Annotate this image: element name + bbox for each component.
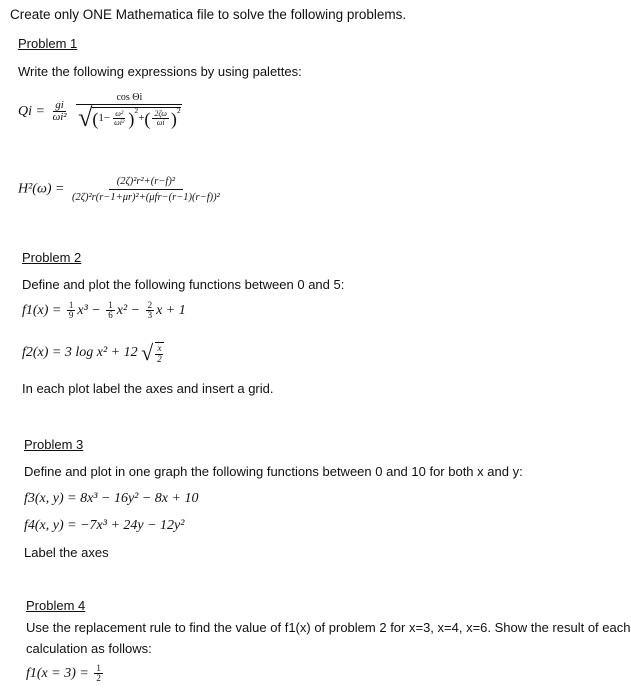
problem3-instruction: Define and plot in one graph the following functions between 0 and 10 for both x and y: — [24, 464, 523, 479]
q-main-fraction — [76, 93, 183, 131]
f2-root-fraction — [155, 342, 164, 364]
example-fraction — [94, 664, 103, 684]
q-cos: cos Θi — [76, 93, 182, 105]
problem2-title: Problem 2 — [22, 250, 82, 265]
q-wi2: ωi² — [114, 118, 125, 128]
q-w-ratio — [112, 110, 126, 128]
sqrt-symbol-icon: √ — [78, 102, 93, 132]
problem2-instruction: Define and plot the following functions between 0 and 5: — [22, 277, 345, 292]
q-plus: + — [138, 112, 145, 125]
q-lhs: Qi = — [18, 103, 45, 119]
problem1-title: Problem 1 — [18, 36, 78, 51]
example-num: 1 — [96, 663, 101, 673]
h-numerator: (2ζ)²r²+(r−f)² — [109, 176, 183, 190]
document-header: Create only ONE Mathematica file to solve the following problems. — [10, 7, 407, 22]
q-sqrt-content: ( 1− $\frac{\text{ω²}}{\text{ωi²}}$ ) $^2$ + ( $\frac{2\zeta\omega}{\omega i}$ ) $^2$ — [92, 105, 181, 129]
q-one-minus: 1− — [98, 112, 111, 125]
f1-term3: x + 1 — [156, 303, 186, 319]
equation-f3: f3(x, y) = 8x³ − 16y² − 8x + 10 — [24, 491, 199, 506]
problem1-instruction: Write the following expressions by using palettes: — [18, 64, 302, 79]
q-ratio-den: ωi² — [52, 111, 67, 124]
f1-coef2-den: 6 — [108, 310, 113, 321]
sqrt-symbol-icon: √ — [141, 340, 154, 365]
q-w2: ω² — [115, 109, 124, 119]
q-2zw: 2ζω — [154, 109, 167, 119]
q-wi: ωi — [156, 118, 165, 128]
q-zeta-ratio — [152, 110, 168, 128]
q-sqrt — [76, 102, 183, 132]
f1-term1: x³ − — [77, 303, 101, 319]
problem4-instruction-line2: calculation as follows: — [26, 641, 152, 656]
f1-coef1-den: 9 — [68, 310, 74, 321]
f1-coef1 — [67, 301, 76, 321]
problem2-note: In each plot label the axes and insert a grid. — [22, 381, 274, 396]
equation-h — [18, 176, 224, 203]
problem4-instruction-line1: Use the replacement rule to find the value of f1(x) of problem 2 for x=3, x=4, x=6. Show the result of each — [26, 620, 631, 635]
f1-term2: x² − — [116, 303, 141, 319]
f1-coef1-num: 1 — [68, 300, 74, 310]
f2-sqrt — [141, 342, 166, 364]
problem3-note: Label the axes — [24, 545, 109, 560]
equation-f2 — [22, 342, 166, 364]
f2-root-num: x — [157, 343, 162, 354]
f2-lhs: f2(x) = 3 log x² + 12 — [22, 345, 138, 361]
f1-coef3-den: 3 — [147, 310, 153, 321]
f1-coef3-num: 2 — [147, 300, 153, 310]
f2-root-den: 2 — [157, 353, 162, 364]
equation-f1 — [22, 301, 186, 321]
h-fraction — [70, 176, 222, 203]
f1-coef2 — [106, 301, 115, 321]
f1-coef3 — [146, 301, 155, 321]
q-ratio — [50, 100, 68, 124]
f1-coef2-num: 1 — [108, 300, 113, 310]
q-ratio-num: gi — [55, 98, 64, 111]
h-lhs: H²(ω) = — [18, 181, 65, 197]
problem4-title: Problem 4 — [26, 598, 86, 613]
example-den: 2 — [96, 673, 101, 684]
equation-f4: f4(x, y) = −7x³ + 24y − 12y² — [24, 518, 185, 533]
equation-example — [26, 664, 105, 684]
example-lhs: f1(x = 3) = — [26, 666, 89, 682]
h-denominator: (2ζ)²r(r−1+μr)²+(μfr−(r−1)(r−f))² — [71, 192, 220, 204]
equation-q — [18, 93, 185, 131]
problem3-title: Problem 3 — [24, 437, 84, 452]
f1-lhs: f1(x) = — [22, 303, 62, 319]
